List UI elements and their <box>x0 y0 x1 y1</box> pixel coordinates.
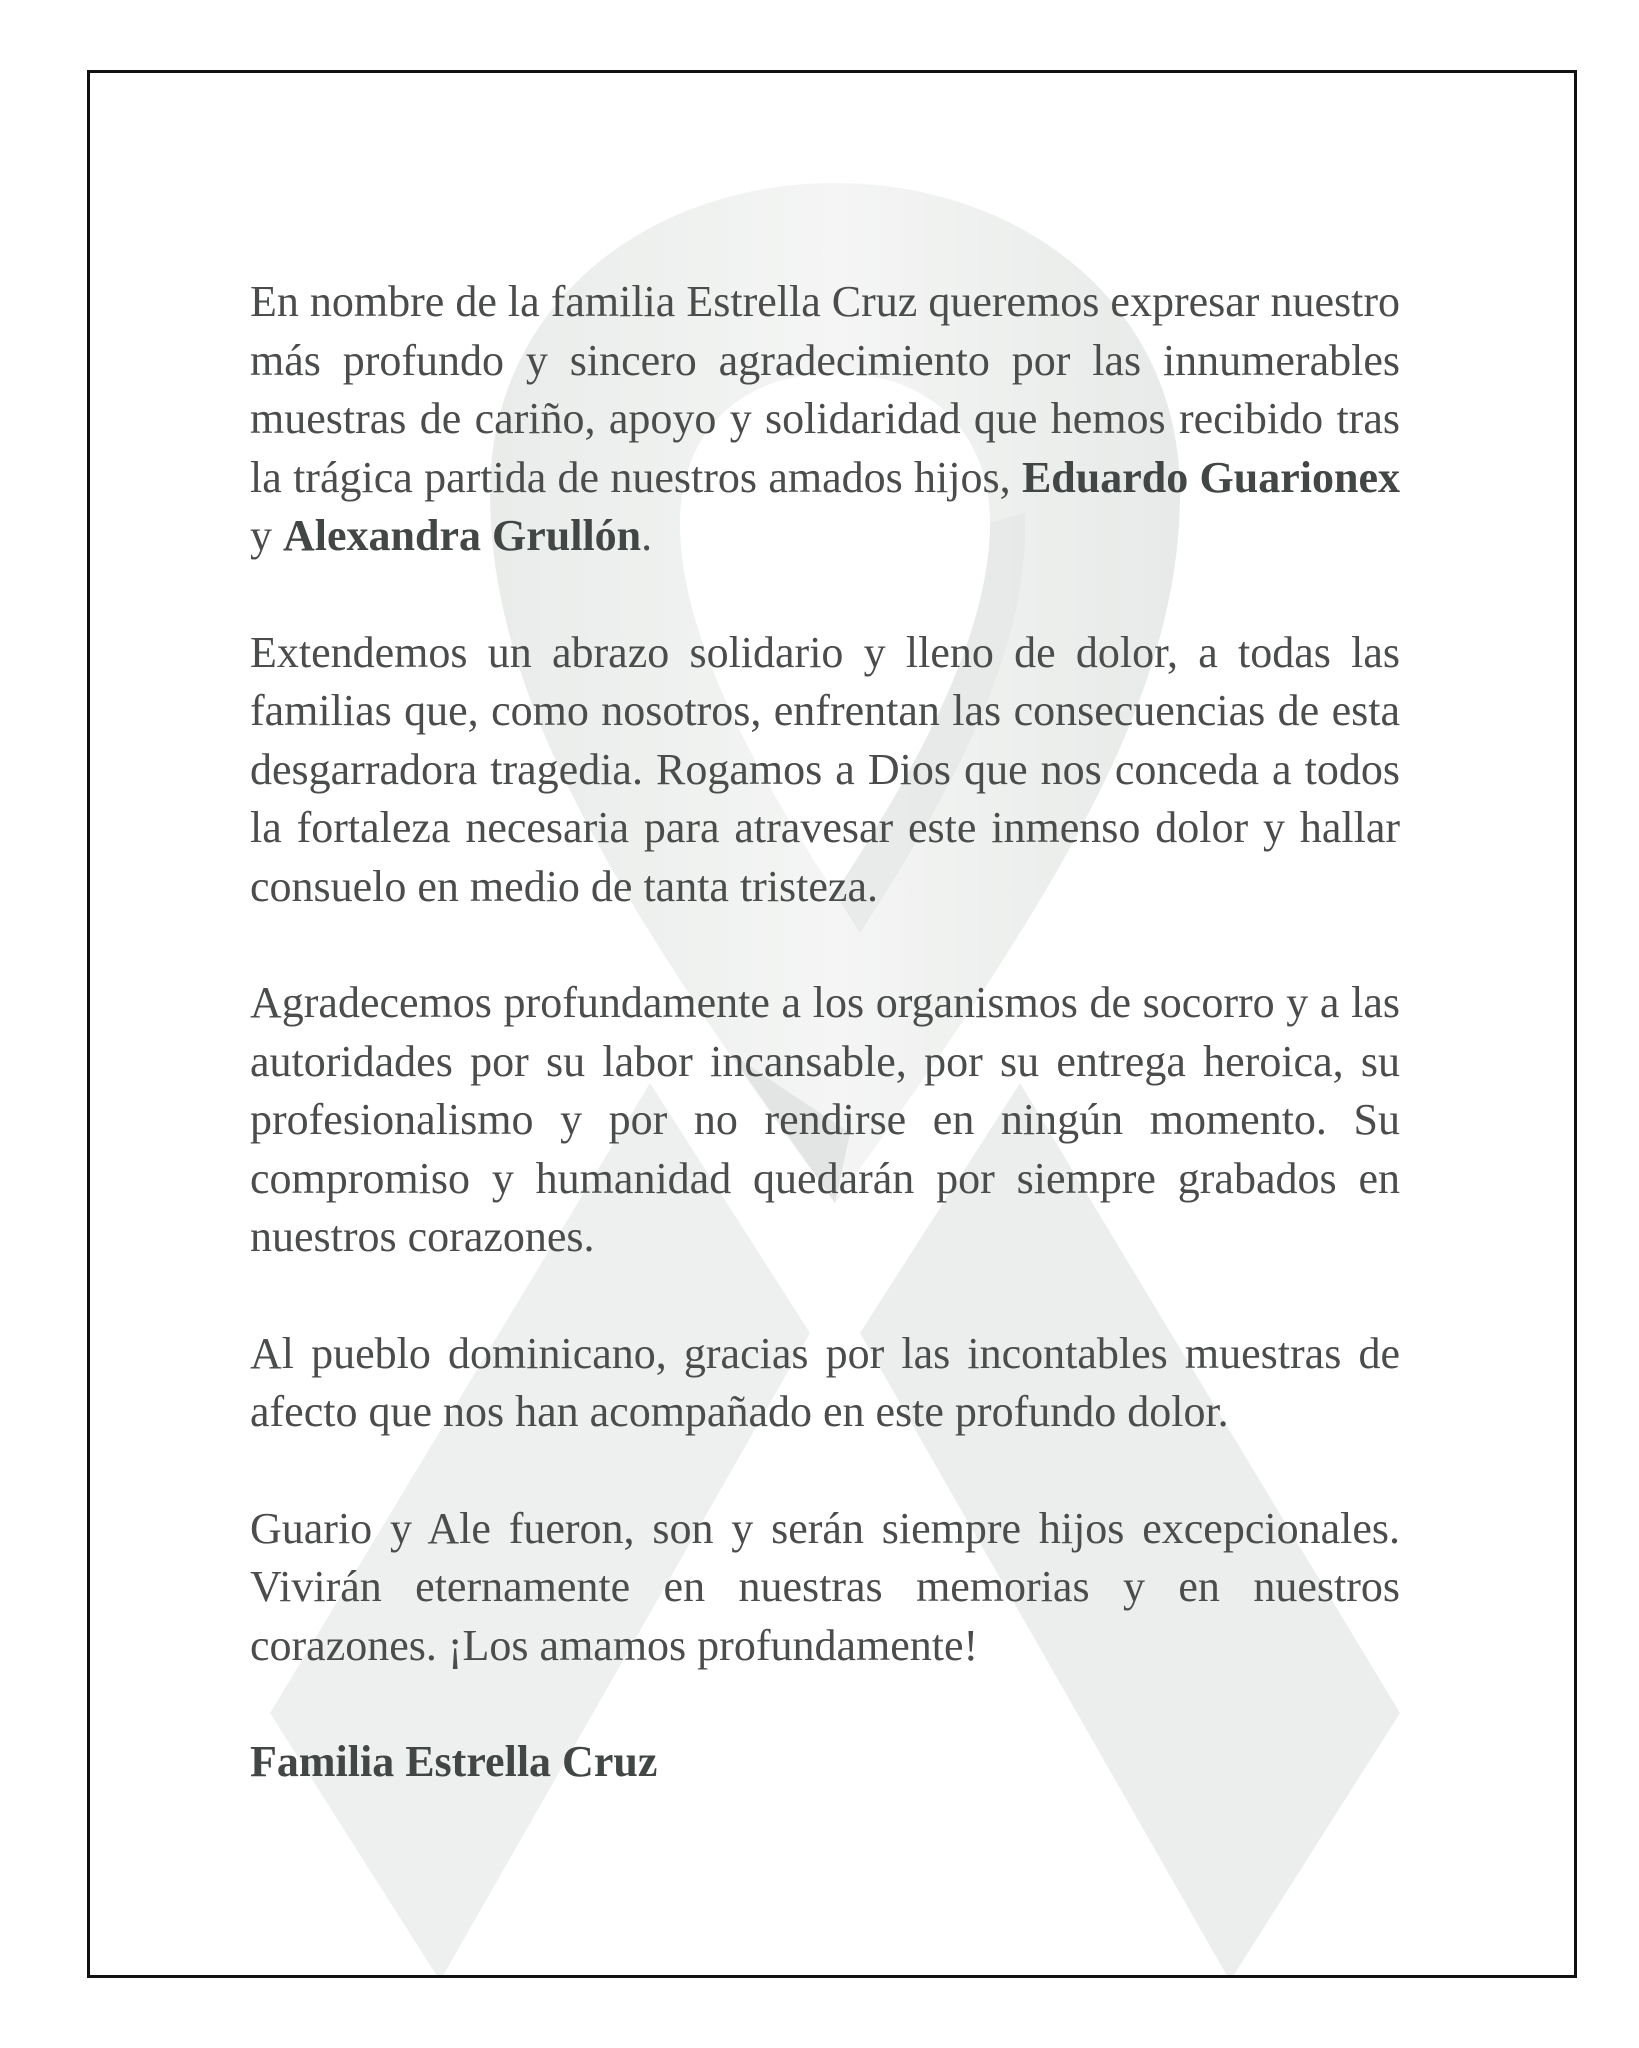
letter-body <box>250 273 1400 1792</box>
child-name-alexandra: Alexandra Grullón <box>283 511 642 560</box>
name-connector: y <box>250 511 283 560</box>
paragraph-gratitude-end: . <box>641 511 653 560</box>
paragraph-gratitude-text: En nombre de la familia Estrella Cruz queremos expresar nuestro más profundo y sincero agradecimiento por las innumerables muestras de cariño, apoyo y solidaridad que hemos recibido tras la trágica partida de nuestros amados hijos, <box>250 277 1400 502</box>
signature: Familia Estrella Cruz <box>250 1737 658 1786</box>
paragraph-people: Al pueblo dominicano, gracias por las incontables muestras de afecto que nos han acompañado en este profundo dolor. <box>250 1328 1400 1436</box>
child-name-eduardo: Eduardo Guarionex <box>1021 452 1400 502</box>
letter-frame <box>87 70 1577 1978</box>
paragraph-solidarity: Extendemos un abrazo solidario y lleno de dolor, a todas las familias que, como nosotros, enfrentan las consecuencias de esta desgarradora tragedia. Rogamos a Dios que nos conceda a todos la fortaleza necesaria para atravesar este inmenso dolor y hallar consuelo en medio de tanta tristeza. <box>250 627 1400 911</box>
paragraph-children: Guario y Ale fueron, son y serán siempre hijos excepcionales. Vivirán eternamente en nuestras memorias y en nuestros corazones. ¡Los amamos profundamente! <box>250 1503 1400 1670</box>
paragraph-authorities: Agradecemos profundamente a los organismos de socorro y a las autoridades por su labor incansable, por su entrega heroica, su profesionalismo y por no rendirse en ningún momento. Su compromiso y humanidad quedarán por siempre grabados en nuestros corazones. <box>250 978 1400 1261</box>
paragraph-gratitude <box>250 273 1400 566</box>
